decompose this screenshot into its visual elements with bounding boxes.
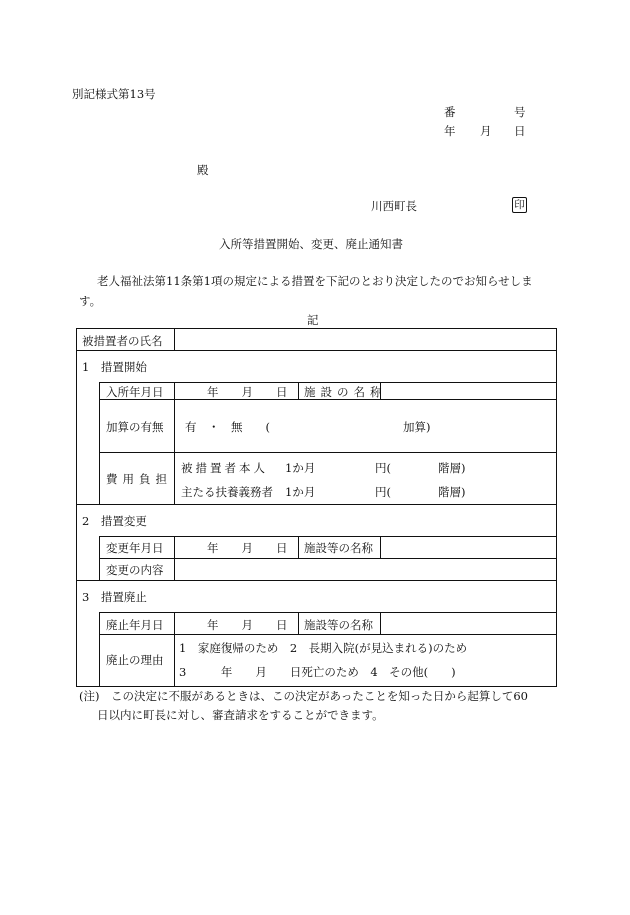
note-line-2: 日以内に町長に対し、審査請求をすることができます。 <box>97 708 384 722</box>
s1-facility-label: 施設の名称 <box>304 385 387 399</box>
seal-mark: 印 <box>512 197 527 213</box>
addressee-suffix: 殿 <box>197 163 209 177</box>
s3-date-label: 廃止年月日 <box>106 618 164 632</box>
ki-label: 記 <box>307 313 319 327</box>
s1-date-label: 入所年月日 <box>106 385 164 399</box>
cost-row2-period: 1か月 <box>285 485 316 499</box>
body-line-1: 老人福祉法第11条第1項の規定による措置を下記のとおり決定したのでお知らせしま <box>97 274 533 288</box>
name-label: 被措置者の氏名 <box>82 334 163 348</box>
cost-row1-yen: 円( <box>375 461 391 475</box>
cost-row1-period: 1か月 <box>285 461 316 475</box>
date-month-label: 月 <box>480 124 492 138</box>
cost-row2-payer: 主たる扶養義務者 <box>181 485 273 499</box>
s1-date-value: 年 月 日 <box>207 385 288 399</box>
document-title: 入所等措置開始、変更、廃止通知書 <box>219 237 403 251</box>
addition-suffix: 加算) <box>403 420 431 434</box>
form-number: 別記様式第13号 <box>72 87 156 101</box>
date-year-label: 年 <box>444 124 456 138</box>
section-2-heading: 2 措置変更 <box>82 514 147 528</box>
issuer: 川西町長 <box>371 199 417 213</box>
addition-value: 有 ・ 無 ( <box>185 420 270 434</box>
abolition-reason-label: 廃止の理由 <box>106 653 164 667</box>
s2-facility-label: 施設等の名称 <box>304 541 373 555</box>
s2-date-value: 年 月 日 <box>207 541 288 555</box>
s2-date-label: 変更年月日 <box>106 541 164 555</box>
note-line-1: (注) この決定に不服があるときは、この決定があったことを知った日から起算して60 <box>79 689 528 703</box>
body-line-2: す。 <box>79 294 102 308</box>
cost-row2-tier: 階層) <box>438 485 466 499</box>
addition-label: 加算の有無 <box>106 420 164 434</box>
section-3-heading: 3 措置廃止 <box>82 590 147 604</box>
go-label: 号 <box>514 105 526 119</box>
cost-row2-yen: 円( <box>375 485 391 499</box>
cost-row1-payer: 被措置者本人 <box>181 461 268 475</box>
change-content-label: 変更の内容 <box>106 563 164 577</box>
s3-facility-label: 施設等の名称 <box>304 618 373 632</box>
date-day-label: 日 <box>514 124 526 138</box>
abolition-reason-line-1: 1 家庭復帰のため 2 長期入院(が見込まれる)のため <box>179 641 468 655</box>
section-1-heading: 1 措置開始 <box>82 360 147 374</box>
s3-date-value: 年 月 日 <box>207 618 288 632</box>
cost-label: 費用負担 <box>106 472 172 486</box>
abolition-reason-line-2: 3 年 月 日死亡のため 4 その他( ) <box>179 665 456 679</box>
cost-row1-tier: 階層) <box>438 461 466 475</box>
number-label: 番 <box>444 105 456 119</box>
